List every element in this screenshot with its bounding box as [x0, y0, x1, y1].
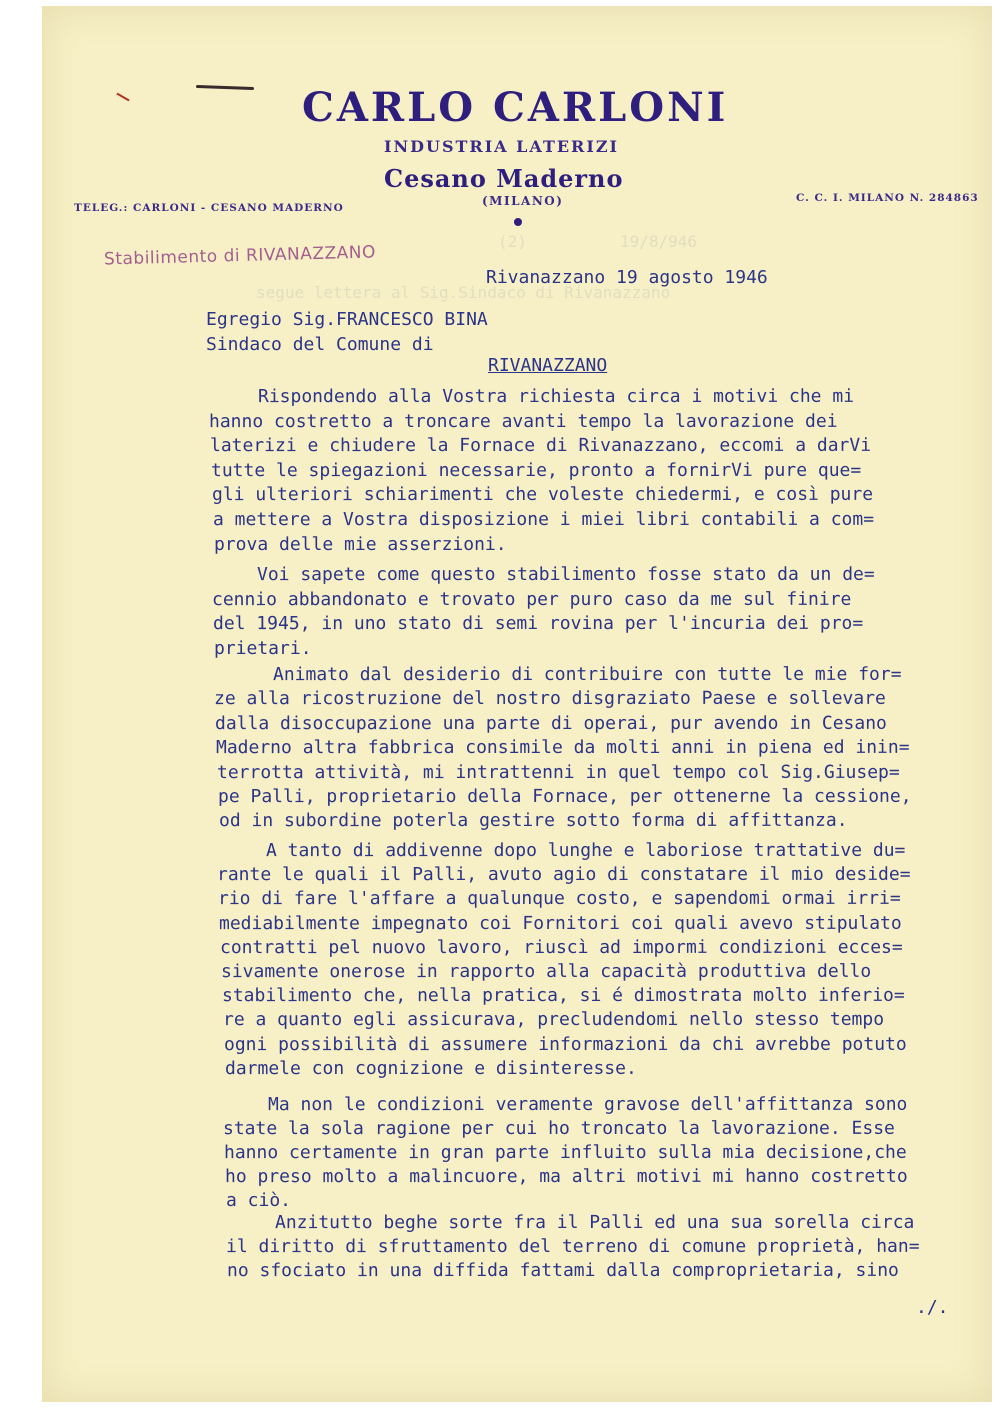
letter-line: no sfociato in una diffida fattami dalla comproprietaria, sino: [226, 1259, 899, 1282]
letter-line: state la sola ragione per cui ho troncato la lavorazione. Esse: [222, 1117, 895, 1140]
telegraph-address: TELEG.: CARLONI - CESANO MADERNO: [74, 202, 344, 214]
letter-line: rante le quali il Palli, avuto agio di constatare il mio deside=: [216, 864, 911, 886]
letter-line: stabilimento che, nella pratica, si é dimostrata molto inferio=: [221, 985, 905, 1007]
letter-line: gli ulteriori schiarimenti che voleste chiedermi, e così pure: [211, 484, 874, 506]
letter-line: contratti pel nuovo lavoro, riuscì ad impormi condizioni ecces=: [219, 936, 903, 958]
recipient-town: RIVANAZZANO: [488, 355, 608, 376]
letter-line: tutte le spiegazioni necessarie, pronto a fornirVi pure que=: [210, 459, 862, 481]
letter-line: ho preso molto a malincuore, ma altri motivi mi hanno costretto: [224, 1165, 908, 1188]
letter-line: terrotta attività, mi intrattenni in quel tempo col Sig.Giusep=: [216, 761, 900, 783]
letter-line: prietari.: [213, 637, 312, 659]
letter-line: a mettere a Vostra disposizione i miei libri contabili a com=: [212, 508, 875, 531]
letter-date: Rivanazzano 19 agosto 1946: [486, 267, 768, 288]
company-name: CARLO CARLONI: [302, 84, 729, 131]
letter-line: Maderno altra fabbrica consimile da molti anni in piena ed inin=: [215, 737, 910, 759]
letter-line: sivamente onerose in rapporto alla capacità produttiva dello: [220, 960, 872, 983]
letter-line: re a quanto egli assicurava, precludendomi nello stesso tempo: [222, 1009, 885, 1031]
letter-line: a ciò.: [225, 1189, 292, 1212]
company-subtitle: INDUSTRIA LATERIZI: [384, 137, 619, 156]
letter-line: A tanto di addivenne dopo lunghe e laboriose trattative du=: [265, 839, 906, 862]
letter-line: hanno costretto a troncare avanti tempo la lavorazione dei: [208, 410, 838, 432]
letter-line: ogni possibilità di assumere informazioni da chi avrebbe potuto: [223, 1033, 907, 1055]
letter-line: darmele con cognizione e disinteresse.: [224, 1057, 637, 1079]
stamp: Stabilimento di RIVANAZZANO: [103, 242, 377, 270]
letter-line: laterizi e chiudere la Fornace di Rivanazzano, eccomi a darVi: [209, 435, 872, 457]
letter-line: rio di fare l'affare a qualunque costo, e sapendomi ormai irri=: [217, 888, 901, 910]
letter-line: hanno certamente in gran parte influito sulla mia decisione,che: [223, 1141, 907, 1164]
recipient-title: Sindaco del Comune di: [206, 334, 434, 355]
continuation-mark: ./.: [916, 1297, 949, 1318]
letter-line: il diritto di sfruttamento del terreno di comune proprietà, han=: [225, 1235, 920, 1258]
company-province: (MILANO): [482, 194, 564, 208]
letter-line: pe Palli, proprietario della Fornace, per ottenerne la cessione,: [217, 785, 912, 808]
letter-line: cennio abbandonato e trovato per puro caso da me sul finire: [211, 588, 852, 610]
company-city: Cesano Maderno: [384, 164, 624, 193]
recipient-line: Egregio Sig.FRANCESCO BINA: [206, 309, 488, 330]
letter-line: Ma non le condizioni veramente gravose dell'affittanza sono: [267, 1093, 908, 1116]
bleed-through-date: 19/8/946: [620, 232, 698, 251]
letter-line: mediabilmente impegnato coi Fornitori coi quali avevo stipulato: [218, 912, 902, 934]
letter-line: dalla disoccupazione una parte di operai, pur avendo in Cesano: [214, 712, 887, 734]
cci-number: C. C. I. MILANO N. 284863: [796, 192, 979, 204]
letter-line: del 1945, in uno stato di semi rovina per l'incuria dei pro=: [212, 612, 864, 635]
letter-line: od in subordine poterla gestire sotto forma di affittanza.: [218, 810, 848, 832]
bullet-dot-icon: [514, 218, 522, 226]
letter-line: Voi sapete come questo stabilimento fosse stato da un de=: [256, 563, 875, 586]
bleed-through-line: segue lettera al Sig.Sindaco di Rivanazzano: [256, 283, 671, 302]
letter-line: Animato dal desiderio di contribuire con tutte le mie for=: [272, 663, 902, 686]
letter-line: prova delle mie asserzioni.: [213, 533, 507, 555]
letter-line: ze alla ricostruzione del nostro disgraziato Paese e sollevare: [213, 688, 886, 710]
letter-line: Anzitutto beghe sorte fra il Palli ed una sua sorella circa: [274, 1211, 915, 1234]
letter-line: Rispondendo alla Vostra richiesta circa i motivi che mi: [257, 385, 855, 408]
bleed-through-number: (2): [498, 232, 527, 251]
